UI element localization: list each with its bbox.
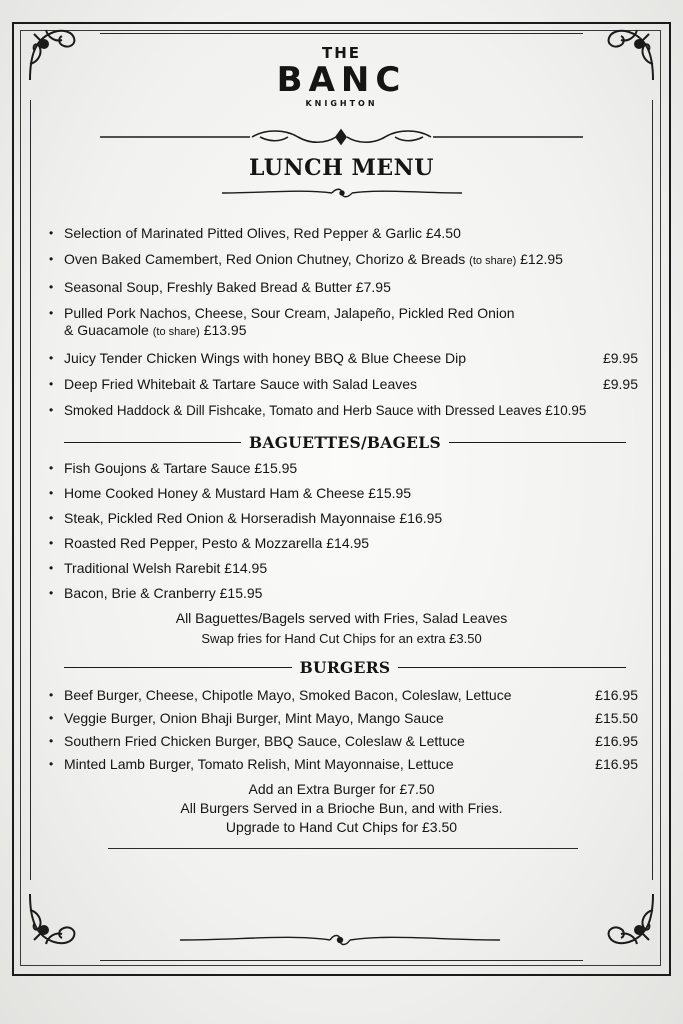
item-price: £9.95 (602, 350, 638, 366)
bullet-icon: • (49, 461, 54, 475)
section-title: BAGUETTES/BAGELS (249, 432, 441, 452)
corner-ornament-icon (24, 888, 86, 950)
item-text: Minted Lamb Burger, Tomato Relish, Mint Mayonnaise, Lettuce (64, 756, 454, 772)
bullet-icon: • (49, 351, 54, 365)
item-text: Pulled Pork Nachos, Cheese, Sour Cream, Jalapeño, Pickled Red Onion (64, 305, 515, 321)
list-item (48, 510, 648, 527)
logo-banc: BANC (276, 60, 407, 100)
item-note: (to share) (469, 255, 517, 267)
burgers-list (48, 687, 648, 773)
heading-rule (64, 442, 241, 443)
baguettes-note: All Baguettes/Bagels served with Fries, Salad Leaves (175, 610, 508, 626)
bullet-icon: • (49, 306, 54, 320)
item-text: Roasted Red Pepper, Pesto & Mozzarella £14.95 (64, 535, 370, 551)
list-item (48, 535, 648, 552)
baguettes-swap-note: Swap fries for Hand Cut Chips for an extra £3.50 (201, 631, 482, 646)
bullet-icon: • (49, 403, 54, 417)
bullet-icon: • (49, 486, 54, 500)
bullet-icon: • (49, 511, 54, 525)
list-item (48, 305, 648, 322)
list-item (48, 710, 648, 727)
frame-line-left (30, 100, 31, 880)
item-text: Selection of Marinated Pitted Olives, Red Pepper & Garlic £4.50 (64, 225, 461, 241)
item-price: £16.95 (595, 756, 638, 772)
corner-ornament-icon (597, 888, 659, 950)
list-item (48, 756, 648, 773)
list-item (48, 225, 648, 242)
bullet-icon: • (49, 536, 54, 550)
item-text: Bacon, Brie & Cranberry £15.95 (64, 585, 263, 601)
item-text: Fish Goujons & Tartare Sauce £15.95 (64, 460, 298, 476)
list-item (48, 279, 648, 296)
item-text: Veggie Burger, Onion Bhaji Burger, Mint Mayo, Mango Sauce (64, 710, 444, 726)
item-text: Southern Fried Chicken Burger, BBQ Sauce, Coleslaw & Lettuce (64, 733, 465, 749)
starters-list (48, 225, 648, 419)
list-item (48, 585, 648, 602)
item-text: Oven Baked Camembert, Red Onion Chutney, Chorizo & Breads (64, 251, 466, 267)
section-heading-baguettes (64, 432, 626, 452)
burgers-upgrade-note: Upgrade to Hand Cut Chips for £3.50 (225, 819, 458, 835)
bullet-icon: • (49, 561, 54, 575)
logo-the: THE (321, 44, 362, 62)
burgers-extra-note: Add an Extra Burger for £7.50 (248, 781, 435, 797)
item-text: Traditional Welsh Rarebit £14.95 (64, 560, 268, 576)
heading-rule (398, 667, 626, 668)
list-item-continued (48, 322, 648, 341)
list-item (48, 560, 648, 577)
item-price: £9.95 (602, 376, 638, 392)
item-text: & Guacamole (64, 322, 149, 338)
item-text: Deep Fried Whitebait & Tartare Sauce with Salad Leaves (64, 376, 418, 392)
frame-line-bottom (100, 960, 583, 961)
item-text: Smoked Haddock & Dill Fishcake, Tomato and Herb Sauce with Dressed Leaves £10.95 (64, 403, 587, 418)
logo-knighton: KNIGHTON (305, 99, 378, 108)
top-divider-flourish-icon (100, 126, 583, 148)
item-price: £16.95 (595, 687, 638, 703)
item-price: £12.95 (520, 251, 563, 267)
section-heading-burgers (64, 657, 626, 677)
bullet-icon: • (49, 226, 54, 240)
bullet-icon: • (49, 377, 54, 391)
item-text: Beef Burger, Cheese, Chipotle Mayo, Smoked Bacon, Coleslaw, Lettuce (64, 687, 512, 703)
item-text: Steak, Pickled Red Onion & Horseradish Mayonnaise £16.95 (64, 510, 443, 526)
list-item (48, 402, 648, 419)
bullet-icon: • (49, 734, 54, 748)
item-text: Juicy Tender Chicken Wings with honey BBQ & Blue Cheese Dip (64, 350, 467, 366)
frame-line-right (652, 100, 653, 880)
bottom-flourish-icon (180, 930, 500, 950)
frame-line-top (100, 33, 583, 34)
list-item (48, 350, 648, 367)
list-item (48, 733, 648, 750)
burgers-bun-note: All Burgers Served in a Brioche Bun, and with Fries. (180, 800, 503, 816)
item-text: Seasonal Soup, Freshly Baked Bread & Butter £7.95 (64, 279, 391, 295)
bullet-icon: • (49, 757, 54, 771)
bottom-divider (108, 848, 578, 849)
item-price: £16.95 (595, 733, 638, 749)
title-flourish-icon (222, 186, 462, 200)
bullet-icon: • (49, 252, 54, 266)
bullet-icon: • (49, 688, 54, 702)
list-item (48, 376, 648, 393)
item-price: £15.50 (595, 710, 638, 726)
bullet-icon: • (49, 711, 54, 725)
baguettes-list (48, 460, 648, 602)
bullet-icon: • (49, 280, 54, 294)
item-note: (to share) (152, 326, 200, 338)
page-title: LUNCH MENU (249, 155, 434, 181)
list-item (48, 485, 648, 502)
heading-rule (64, 667, 292, 668)
list-item (48, 687, 648, 704)
item-price: £13.95 (203, 322, 247, 338)
list-item (48, 251, 648, 270)
section-title: BURGERS (299, 657, 391, 677)
bullet-icon: • (49, 586, 54, 600)
list-item (48, 460, 648, 477)
item-text: Home Cooked Honey & Mustard Ham & Cheese £15.95 (64, 485, 412, 501)
logo (0, 44, 683, 110)
heading-rule (449, 442, 626, 443)
